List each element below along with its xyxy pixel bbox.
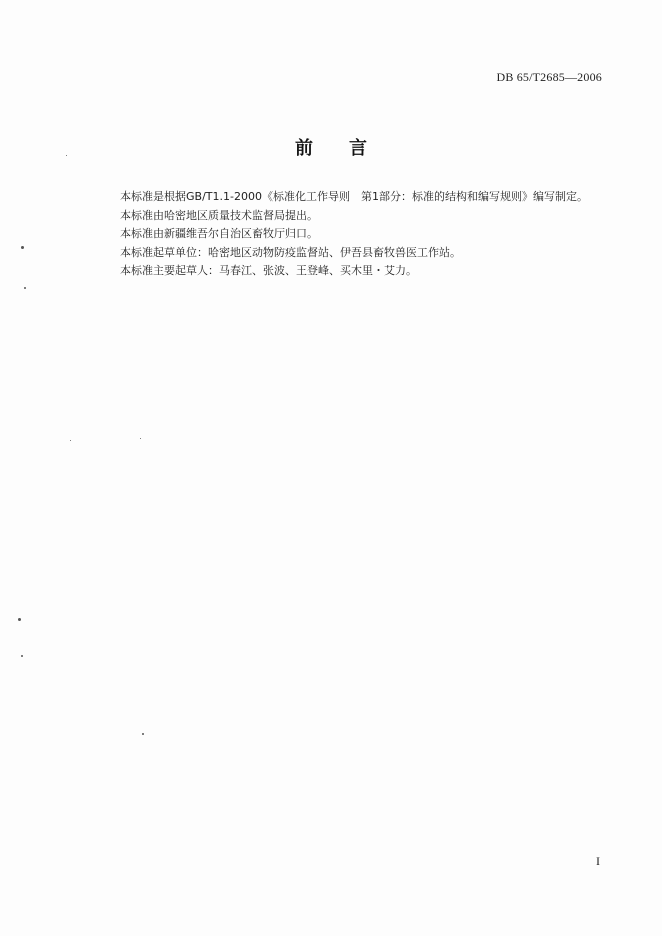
scan-speck	[21, 246, 24, 249]
paragraph-basis: 本标准是根据GB/T1.1-2000《标准化工作导则 第1部分：标准的结构和编写规则》编写制定。	[120, 190, 588, 203]
scan-speck	[66, 155, 67, 156]
page-title: 前言	[295, 138, 403, 159]
scan-speck	[21, 655, 23, 657]
scan-speck	[140, 438, 141, 439]
paragraph-drafters: 本标准主要起草人：马春江、张波、王登峰、买木里・艾力。	[120, 264, 417, 277]
scan-speck	[24, 287, 26, 289]
scan-speck	[70, 440, 71, 441]
paragraph-administrator: 本标准由新疆维吾尔自治区畜牧厅归口。	[120, 227, 318, 240]
page-number: I	[596, 854, 600, 868]
paragraph-drafting-units: 本标准起草单位：哈密地区动物防疫监督站、伊吾县畜牧兽医工作站。	[120, 245, 461, 259]
scan-speck	[142, 733, 144, 735]
paragraph-proposer: 本标准由哈密地区质量技术监督局提出。	[120, 208, 318, 222]
foreword-body	[120, 188, 620, 281]
standard-code: DB 65/T2685—2006	[496, 70, 602, 84]
scan-speck	[18, 618, 21, 621]
